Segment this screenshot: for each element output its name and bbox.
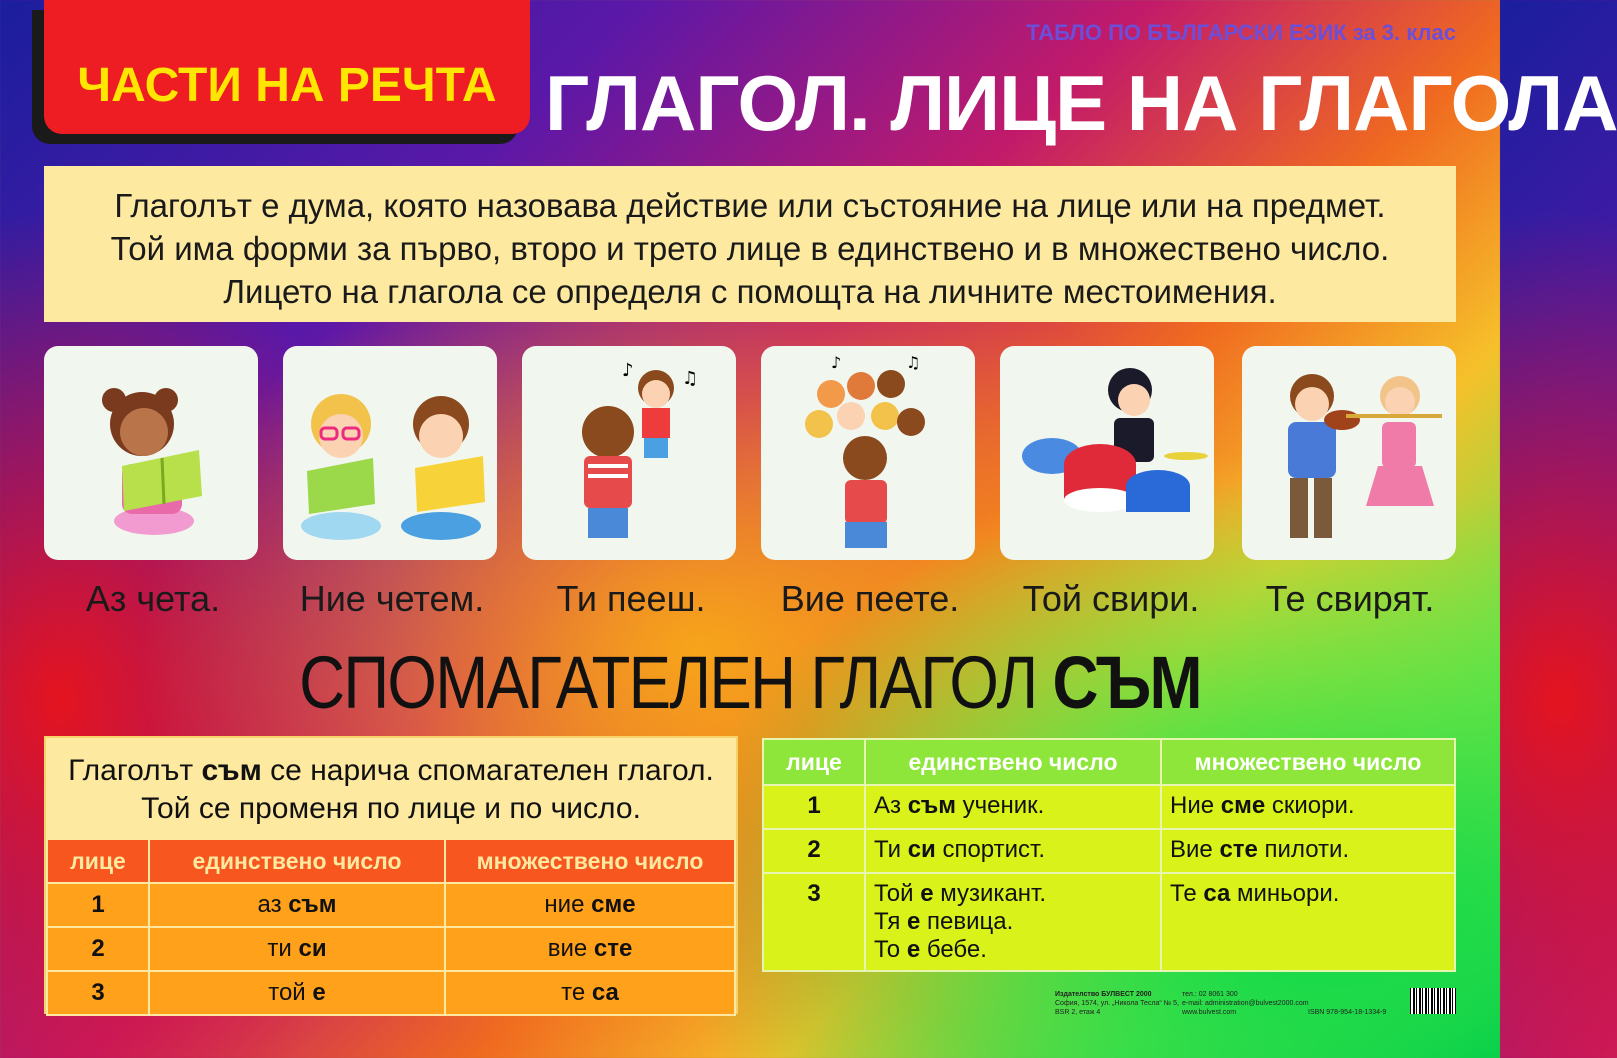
verb: е — [920, 880, 934, 907]
singular-cell — [149, 883, 445, 927]
example-card-3 — [522, 346, 736, 560]
pronoun: той — [268, 979, 313, 1006]
svg-text:♫: ♫ — [906, 353, 921, 372]
violin-flute-icon — [1242, 346, 1456, 560]
publisher-phone: тел.: 02 8061 300 — [1182, 991, 1238, 998]
pronoun: ти — [267, 935, 299, 962]
plural-cell — [1161, 873, 1455, 971]
plural-cell — [445, 883, 735, 927]
aux-title-normal: СПОМАГАТЕЛЕН ГЛАГОЛ — [299, 641, 1053, 724]
plural-cell — [1161, 829, 1455, 873]
verb: са — [591, 979, 619, 1006]
example-card-6 — [1242, 346, 1456, 560]
aux-note-text: Глаголът — [68, 754, 202, 787]
example-card-4 — [761, 346, 975, 560]
verb: си — [298, 935, 327, 962]
verb: е — [906, 936, 921, 963]
definition-line-2: Той има форми за първо, второ и трето лице в единствено и в множествено число. — [110, 230, 1390, 267]
sentence — [874, 792, 1152, 820]
pronoun: аз — [257, 891, 289, 918]
kids-reading-icon — [283, 346, 497, 560]
predicate: спортист. — [935, 836, 1046, 863]
person-cell: 3 — [47, 971, 149, 1015]
predicate: скиори. — [1265, 792, 1355, 819]
person-cell: 2 — [763, 829, 865, 873]
aux-note — [46, 738, 736, 838]
example-caption-2: Ние четем. — [299, 578, 485, 619]
example-caption-5: Той свири. — [1022, 578, 1200, 619]
person-cell: 2 — [47, 927, 149, 971]
aux-note-line-1 — [46, 752, 736, 790]
verb: си — [907, 836, 936, 863]
verb: сте — [593, 935, 633, 962]
example-card-2 — [283, 346, 497, 560]
barcode-icon — [1410, 988, 1456, 1014]
isbn: ISBN 978-954-18-1334-9 — [1308, 1009, 1387, 1016]
verb: съм — [907, 792, 956, 819]
subject: Той — [874, 880, 921, 907]
plural-cell — [445, 971, 735, 1015]
contact-info — [1182, 990, 1309, 1017]
aux-note-text: се нарича спомагателен глагол. — [261, 754, 714, 787]
subject: Тя — [874, 908, 907, 935]
example-cards — [44, 346, 1458, 562]
singular-cell — [865, 785, 1161, 829]
pronoun: те — [561, 979, 592, 1006]
table-row — [47, 927, 735, 971]
subject: Ти — [874, 836, 908, 863]
series-label: ТАБЛО ПО БЪЛГАРСКИ ЕЗИК за 3. клас — [1026, 20, 1456, 45]
definition-line-1: Глаголът е дума, която назовава действие или състояние на лице или на предмет. — [114, 187, 1386, 224]
girl-reading-icon — [44, 346, 258, 560]
svg-text:♪: ♪ — [622, 360, 634, 381]
verb: сте — [1219, 836, 1258, 863]
sentence — [874, 908, 1152, 936]
publisher-address: София, 1574, ул. „Никола Тесла“ № 5, — [1055, 1000, 1180, 1007]
subject: Аз — [874, 792, 908, 819]
section-tab — [44, 0, 530, 134]
section-tab-label: ЧАСТИ НА РЕЧТА — [77, 59, 497, 112]
aux-note-verb: съм — [201, 754, 262, 787]
singular-cell — [149, 927, 445, 971]
svg-text:♪: ♪ — [831, 353, 842, 372]
subject: Вие — [1170, 836, 1220, 863]
example-sentences-table — [762, 738, 1456, 972]
predicate: ученик. — [955, 792, 1045, 819]
person-cell: 1 — [763, 785, 865, 829]
person-cell: 3 — [763, 873, 865, 971]
predicate: пилоти. — [1257, 836, 1350, 863]
example-card-1 — [44, 346, 258, 560]
drummer-icon — [1000, 346, 1214, 560]
aux-note-line-2: Той се променя по лице и по число. — [141, 792, 641, 825]
table-row — [763, 785, 1455, 829]
verb: сме — [591, 891, 636, 918]
publisher-info — [1055, 990, 1179, 1017]
singular-cell — [149, 971, 445, 1015]
sentence — [1170, 792, 1446, 820]
aux-conjugation-table — [46, 838, 736, 1016]
subject: То — [874, 936, 907, 963]
subject: Те — [1170, 880, 1204, 907]
table-header-row — [763, 739, 1455, 785]
pronoun: ние — [544, 891, 592, 918]
col-header-singular: единствено число — [865, 739, 1161, 785]
publisher-address: BSR 2, етаж 4 — [1055, 1009, 1101, 1016]
table-row — [763, 873, 1455, 971]
predicate: бебе. — [920, 936, 987, 963]
col-header-person: лице — [47, 839, 149, 883]
singular-cell — [865, 829, 1161, 873]
verb: е — [906, 908, 921, 935]
singular-cell — [865, 873, 1161, 971]
sentence — [874, 936, 1152, 964]
verb: са — [1203, 880, 1231, 907]
plural-cell — [445, 927, 735, 971]
verb: съм — [288, 891, 337, 918]
choir-icon — [761, 346, 975, 560]
verb: сме — [1220, 792, 1266, 819]
svg-text:♫: ♫ — [682, 368, 699, 389]
table-row — [47, 971, 735, 1015]
example-caption-3: Ти пееш. — [556, 578, 706, 619]
example-caption-6: Те свирят. — [1265, 578, 1435, 619]
sentence — [1170, 836, 1446, 864]
table-header-row — [47, 839, 735, 883]
subject: Ние — [1170, 792, 1221, 819]
table-row — [763, 829, 1455, 873]
table-row — [47, 883, 735, 927]
aux-title-bold: СЪМ — [1052, 641, 1201, 724]
aux-verb-panel — [44, 736, 738, 1014]
example-caption-4: Вие пеете. — [780, 578, 960, 619]
pronoun: вие — [547, 935, 594, 962]
example-card-5 — [1000, 346, 1214, 560]
sentence — [874, 880, 1152, 908]
auxiliary-verb-title — [105, 640, 1395, 725]
col-header-plural: множествено число — [445, 839, 735, 883]
verb: е — [312, 979, 326, 1006]
predicate: миньори. — [1230, 880, 1340, 907]
sentence — [1170, 880, 1446, 908]
definition-line-3: Лицето на глагола се определя с помощта на личните местоимения. — [223, 273, 1277, 310]
example-sentences-panel — [762, 738, 1456, 970]
sentence — [874, 836, 1152, 864]
col-header-person: лице — [763, 739, 865, 785]
predicate: певица. — [920, 908, 1014, 935]
col-header-singular: единствено число — [149, 839, 445, 883]
definition-box — [44, 166, 1456, 322]
col-header-plural: множествено число — [1161, 739, 1455, 785]
plural-cell — [1161, 785, 1455, 829]
page-title: ГЛАГОЛ. ЛИЦЕ НА ГЛАГОЛА — [545, 59, 1617, 147]
person-cell: 1 — [47, 883, 149, 927]
predicate: музикант. — [933, 880, 1047, 907]
example-caption-1: Аз чета. — [85, 578, 221, 619]
publisher-email: e-mail: administration@bulvest2000.com — [1182, 1000, 1309, 1007]
boy-girl-singing-icon — [522, 346, 736, 560]
publisher-name: Издателство БУЛВЕСТ 2000 — [1055, 991, 1152, 998]
publisher-website: www.bulvest.com — [1182, 1009, 1237, 1016]
